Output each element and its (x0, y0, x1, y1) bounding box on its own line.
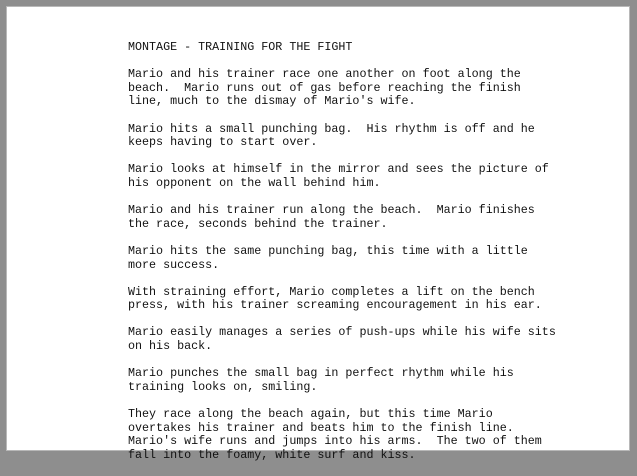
action-line: line, much to the dismay of Mario's wife. (128, 94, 416, 109)
action-paragraph (128, 163, 568, 190)
script-content (128, 41, 568, 476)
action-paragraph (128, 326, 568, 353)
action-line: Mario and his trainer run along the beach. Mario finishes (128, 203, 535, 218)
action-line: Mario looks at himself in the mirror and sees the picture of (128, 162, 549, 177)
action-line: his opponent on the wall behind him. (128, 175, 381, 190)
action-line: training looks on, smiling. (128, 379, 318, 394)
action-paragraph (128, 68, 568, 109)
action-line: Mario easily manages a series of push-ups while his wife sits (128, 325, 556, 340)
action-paragraph (128, 123, 568, 150)
action-paragraph (128, 204, 568, 231)
action-line: keeps having to start over. (128, 135, 318, 150)
action-line: on his back. (128, 339, 213, 354)
action-line: They race along the beach again, but this time Mario (128, 407, 493, 422)
action-line: beach. Mario runs out of gas before reaching the finish (128, 80, 521, 95)
action-paragraph (128, 286, 568, 313)
action-line: Mario hits the same punching bag, this time with a little (128, 243, 528, 258)
action-paragraph (128, 408, 568, 462)
action-paragraph (128, 245, 568, 272)
action-line: overtakes his trainer and beats him to the finish line. (128, 420, 514, 435)
action-line: Mario and his trainer race one another on foot along the (128, 67, 521, 82)
action-line: press, with his trainer screaming encouragement in his ear. (128, 298, 542, 313)
action-line: With straining effort, Mario completes a lift on the bench (128, 284, 535, 299)
action-line: Mario punches the small bag in perfect rhythm while his (128, 366, 514, 381)
action-line: Mario hits a small punching bag. His rhythm is off and he (128, 121, 535, 136)
action-paragraph (128, 367, 568, 394)
scene-heading: MONTAGE - TRAINING FOR THE FIGHT (128, 40, 353, 54)
action-line: fall into the foamy, white surf and kiss. (128, 447, 416, 462)
action-line: more success. (128, 257, 220, 272)
action-line: the race, seconds behind the trainer. (128, 216, 388, 231)
action-line: Mario's wife runs and jumps into his arms. The two of them (128, 434, 542, 449)
script-page (7, 7, 629, 462)
